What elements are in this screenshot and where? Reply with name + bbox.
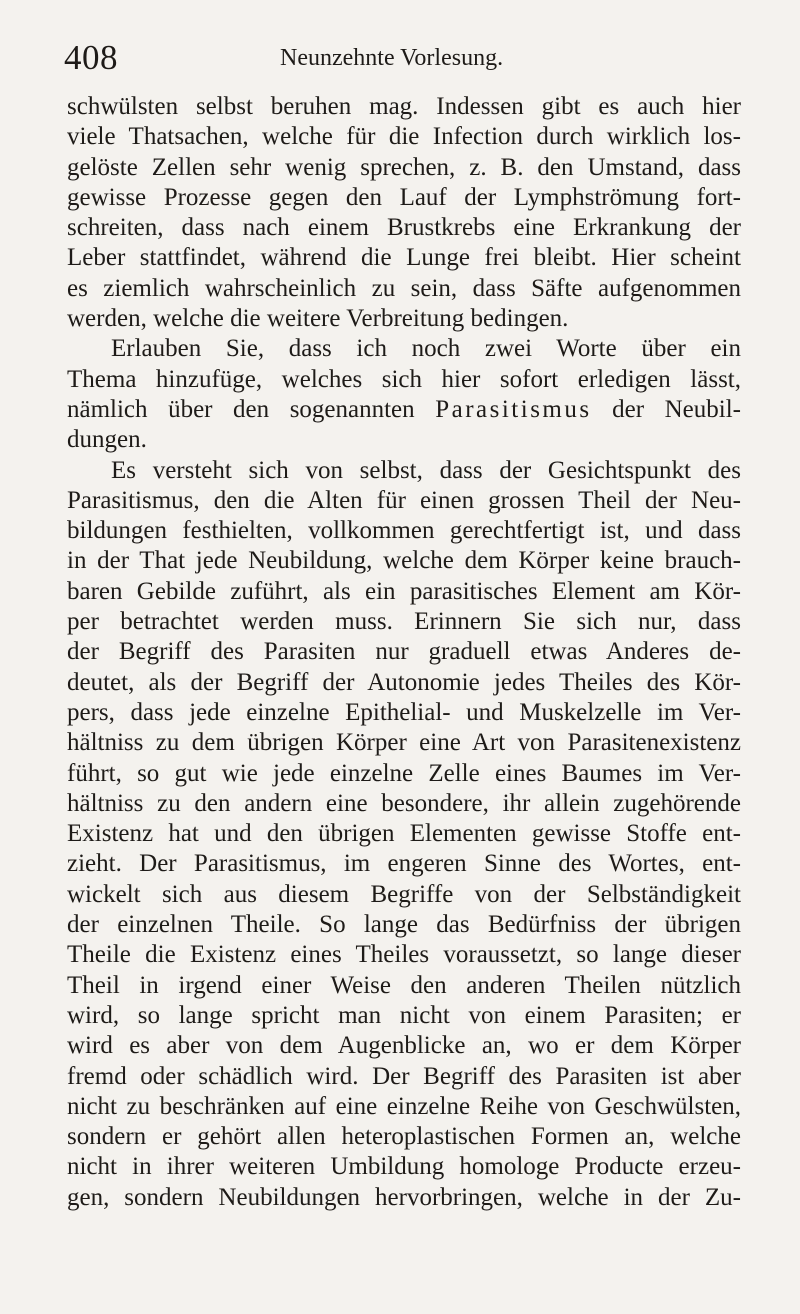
text-line-17: baren Gebilde zuführt, als ein parasitisches Element am Kör-	[67, 577, 741, 605]
text-line-9: Erlauben Sie, dass ich noch zwei Worte über ein	[111, 335, 741, 363]
text-line-25: Existenz hat und den übrigen Elementen gewisse Stoffe ent-	[67, 820, 741, 848]
text-line-35: sondern er gehört allen heteroplastischen Formen an, welche	[67, 1123, 741, 1151]
text-line-5: schreiten, dass nach einem Brustkrebs eine Erkrankung der	[67, 214, 741, 242]
text-line-8: werden, welche die weitere Verbreitung bedingen.	[67, 305, 569, 333]
text-line-13: Es versteht sich von selbst, dass der Gesichtspunkt des	[111, 456, 741, 484]
page-number: 408	[64, 38, 118, 77]
text-line-21: pers, dass jede einzelne Epithelial- und Muskelzelle im Ver-	[67, 698, 741, 726]
text-line-14: Parasitismus, den die Alten für einen grossen Theil der Neu-	[67, 486, 741, 514]
text-line-28: der einzelnen Theile. So lange das Bedürfniss der übrigen	[67, 911, 741, 939]
text-line-31: wird, so lange spricht man nicht von einem Parasiten; er	[67, 1001, 741, 1029]
text-line-11-start: nämlich über den sogenannten	[67, 395, 415, 423]
text-line-11	[67, 395, 741, 425]
text-line-32: wird es aber von dem Augenblicke an, wo er dem Körper	[67, 1032, 741, 1060]
text-line-10: Thema hinzufüge, welches sich hier sofort erledigen lässt,	[67, 365, 741, 393]
text-line-23: führt, so gut wie jede einzelne Zelle eines Baumes im Ver-	[67, 759, 741, 787]
text-line-16: in der That jede Neubildung, welche dem Körper keine brauch-	[67, 547, 741, 575]
text-line-29: Theile die Existenz eines Theiles voraussetzt, so lange dieser	[67, 941, 741, 969]
text-line-33: fremd oder schädlich wird. Der Begriff des Parasiten ist aber	[67, 1062, 741, 1090]
text-line-27: wickelt sich aus diesem Begriffe von der Selbständigkeit	[67, 880, 741, 908]
text-line-11-end: der Neubil-	[612, 395, 741, 423]
text-line-37: gen, sondern Neubildungen hervorbringen, welche in der Zu-	[67, 1183, 741, 1211]
text-line-4: gewisse Prozesse gegen den Lauf der Lymphströmung fort-	[67, 183, 741, 211]
text-line-15: bildungen festhielten, vollkommen gerechtfertigt ist, und dass	[67, 517, 741, 545]
text-line-3: gelöste Zellen sehr wenig sprechen, z. B. den Umstand, dass	[67, 153, 741, 181]
text-line-12: dungen.	[67, 426, 147, 454]
running-head	[64, 38, 744, 78]
text-line-34: nicht zu beschränken auf eine einzelne Reihe von Geschwülsten,	[67, 1092, 741, 1120]
text-line-36: nicht in ihrer weiteren Umbildung homologe Producte erzeu-	[67, 1153, 741, 1181]
text-line-18: per betrachtet werden muss. Erinnern Sie sich nur, dass	[67, 608, 741, 636]
text-line-26: zieht. Der Parasitismus, im engeren Sinne des Wortes, ent-	[67, 850, 741, 878]
text-line-24: hältniss zu den andern eine besondere, ihr allein zugehörende	[67, 789, 741, 817]
running-title: Neunzehnte Vorlesung.	[280, 45, 504, 71]
text-line-30: Theil in irgend einer Weise den anderen Theilen nützlich	[67, 971, 741, 999]
text-line-7: es ziemlich wahrscheinlich zu sein, dass Säfte aufgenommen	[67, 274, 741, 302]
text-line-20: deutet, als der Begriff der Autonomie jedes Theiles des Kör-	[67, 668, 741, 696]
text-line-6: Leber stattfindet, während die Lunge frei bleibt. Hier scheint	[67, 244, 741, 272]
text-line-19: der Begriff des Parasiten nur graduell etwas Anderes de-	[67, 638, 741, 666]
parasitismus-term: Parasitismus	[435, 395, 592, 423]
text-line-2: viele Thatsachen, welche für die Infection durch wirklich los-	[67, 123, 741, 151]
text-line-1: schwülsten selbst beruhen mag. Indessen gibt es auch hier	[67, 93, 741, 120]
body-text	[67, 92, 741, 1213]
text-line-22: hältniss zu dem übrigen Körper eine Art von Parasitenexistenz	[67, 729, 741, 757]
